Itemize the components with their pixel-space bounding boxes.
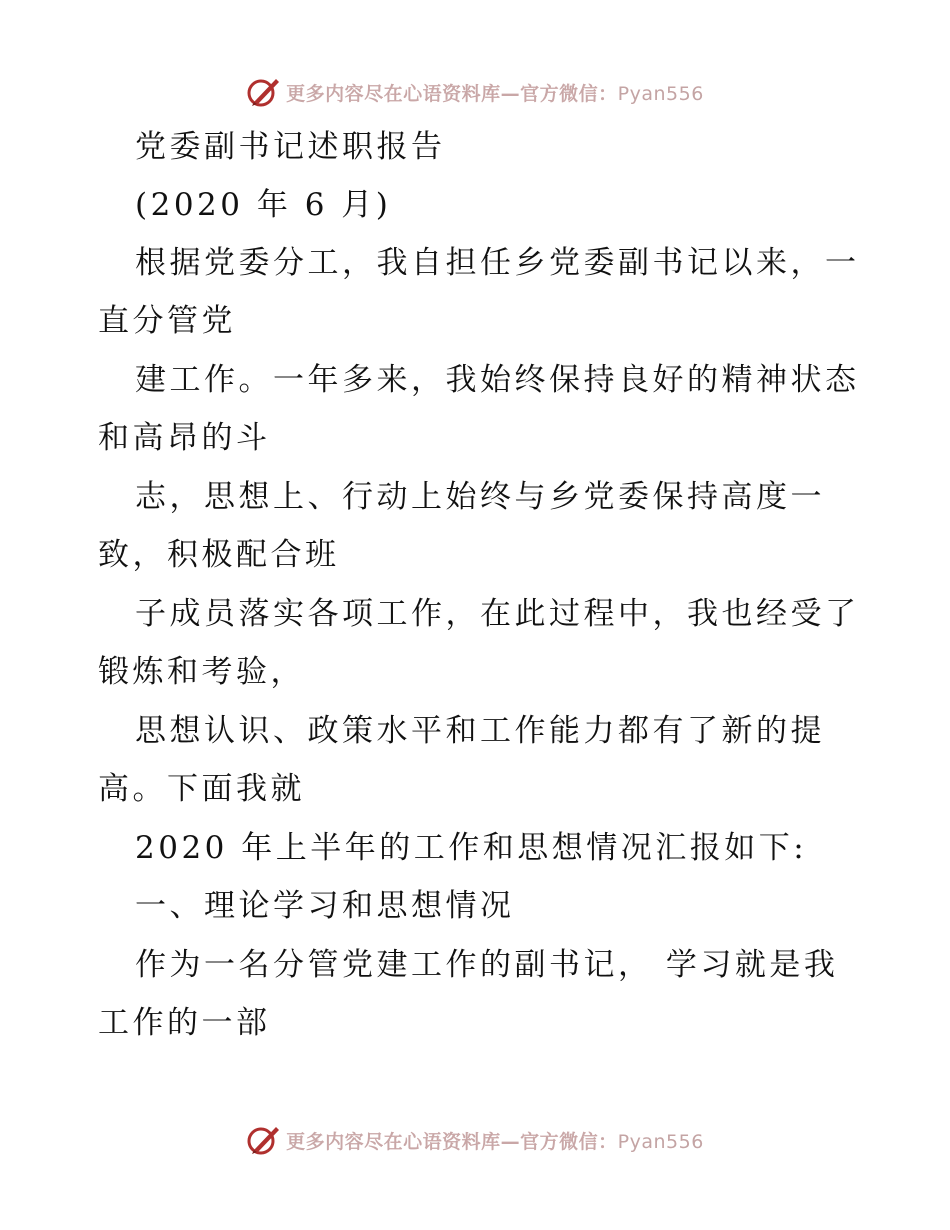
paragraph-line: 和高昂的斗: [98, 420, 271, 456]
footer-watermark: [0, 1120, 950, 1160]
watermark-wechat-id: Pyan556: [617, 82, 704, 105]
document-title: 党委副书记述职报告: [135, 129, 446, 165]
paragraph-line: 直分管党: [98, 303, 236, 339]
paragraph-line: 志，思想上、行动上始终与乡党委保持高度一: [135, 479, 825, 515]
watermark-wechat-id: Pyan556: [617, 1130, 704, 1153]
watermark-text: 更多内容尽在心语资料库—官方微信：Pyan556: [286, 82, 704, 105]
paragraph-line: 工作的一部: [98, 1005, 271, 1041]
watermark-text: 更多内容尽在心语资料库—官方微信：Pyan556: [286, 1130, 704, 1153]
paragraph-line: 致，积极配合班: [98, 537, 340, 573]
paragraph-line: 建工作。一年多来，我始终保持良好的精神状态: [135, 362, 860, 398]
section-heading: 一、理论学习和思想情况: [135, 888, 515, 924]
paragraph-line: 高。下面我就: [98, 771, 305, 807]
paragraph-line: 2020 年上半年的工作和思想情况汇报如下:: [135, 830, 808, 866]
paragraph-line: 锻炼和考验，: [98, 654, 305, 690]
paragraph-line: 子成员落实各项工作，在此过程中，我也经受了: [135, 596, 860, 632]
document-date: (2020 年 6 月): [135, 187, 392, 223]
paragraph-line: 思想认识、政策水平和工作能力都有了新的提: [135, 713, 825, 749]
paragraph-line: 根据党委分工，我自担任乡党委副书记以来，一: [135, 245, 860, 281]
paragraph-line: 作为一名分管党建工作的副书记， 学习就是我: [135, 947, 839, 983]
pen-logo-icon: [246, 1123, 282, 1157]
